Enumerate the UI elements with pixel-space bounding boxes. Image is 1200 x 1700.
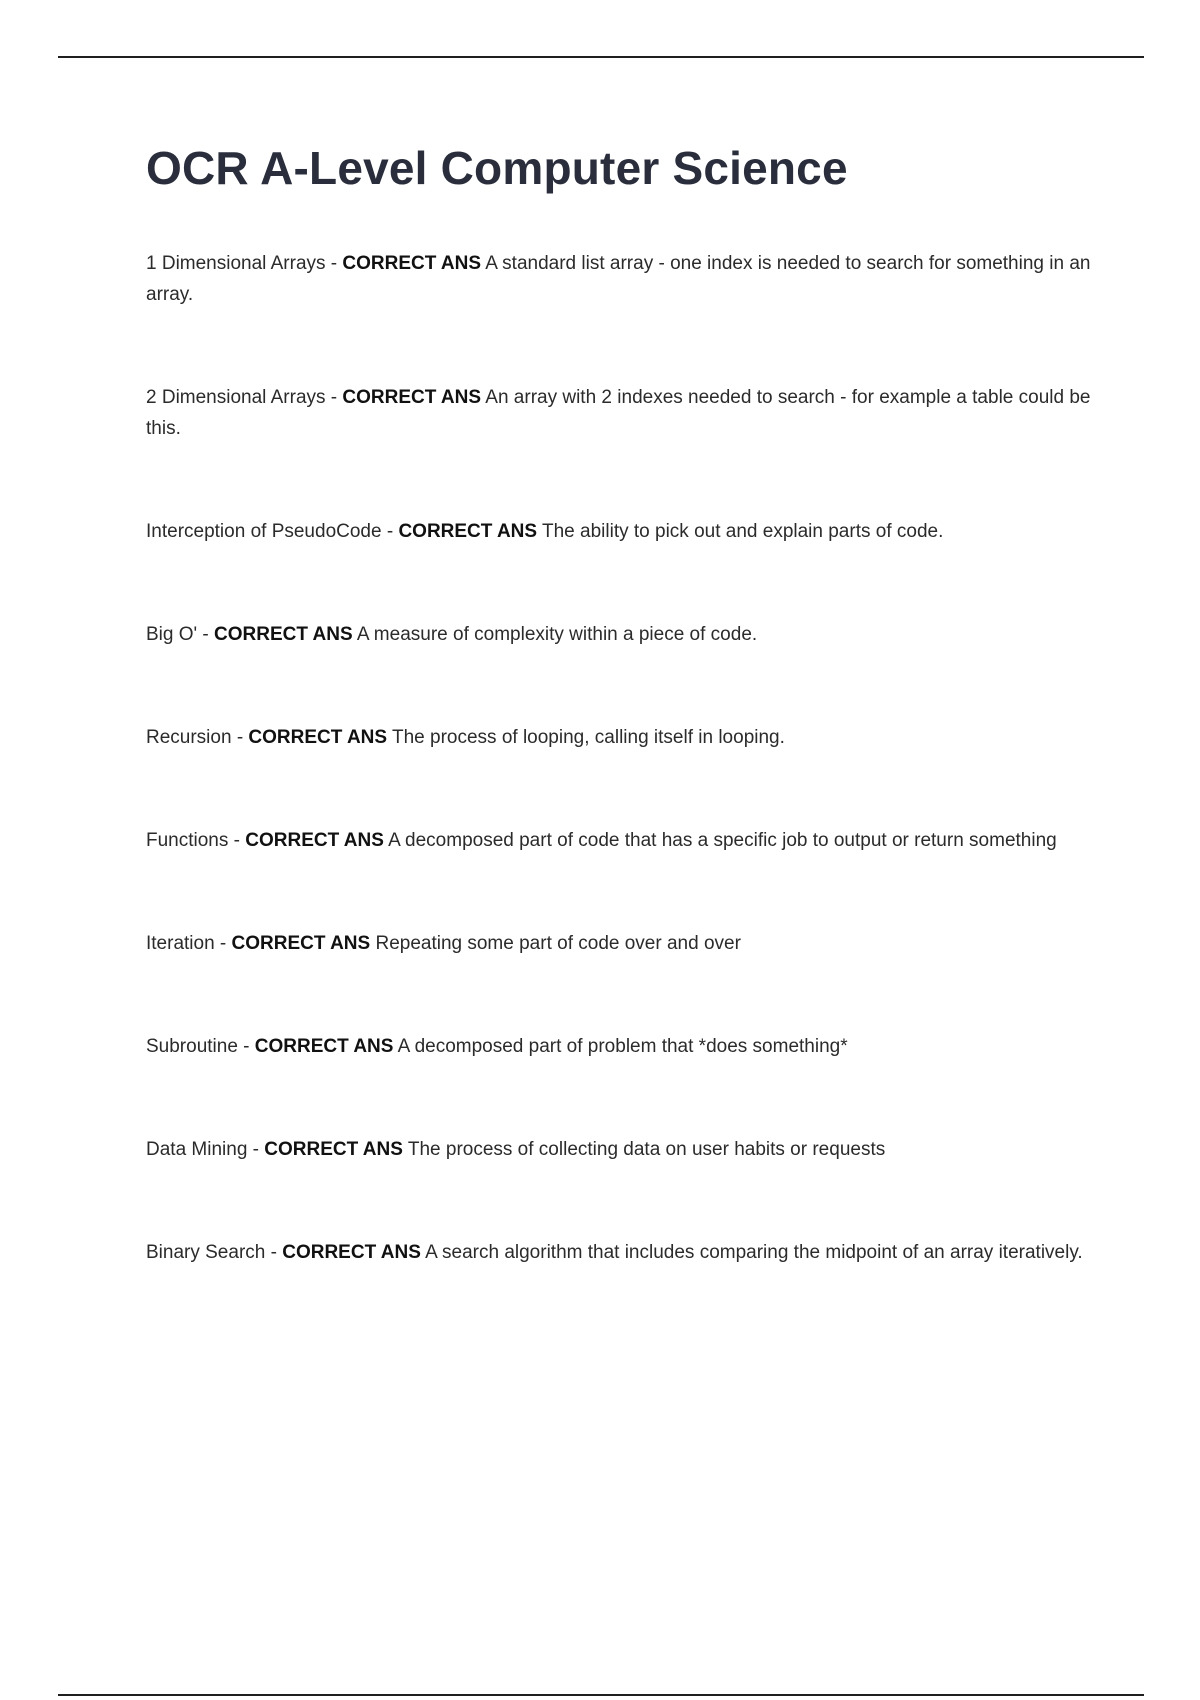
entries-list (146, 248, 1096, 1340)
entry-answer-label: CORRECT ANS (398, 521, 538, 542)
entry-term: Subroutine - (146, 1036, 255, 1057)
entry-definition: The ability to pick out and explain parts of code. (537, 521, 944, 542)
entry-term: Data Mining - (146, 1139, 265, 1160)
entry-term: Binary Search - (146, 1242, 283, 1263)
entry-definition: A standard list array - one index is needed to search for something in an array. (146, 253, 1091, 305)
entry-term: Iteration - (146, 933, 232, 954)
bottom-rule (58, 1694, 1144, 1696)
entry-term: 1 Dimensional Arrays - (146, 253, 343, 274)
entry-definition: Repeating some part of code over and over (370, 933, 741, 954)
document-title: OCR A-Level Computer Science (146, 142, 848, 194)
entry-answer-label: CORRECT ANS (214, 624, 353, 645)
entry-term: Interception of PseudoCode - (146, 521, 399, 542)
entry-pseudocode (146, 516, 1096, 547)
top-rule (58, 56, 1144, 58)
entry-term: 2 Dimensional Arrays - (146, 387, 343, 408)
entry-2d-arrays (146, 382, 1096, 444)
entry-subroutine (146, 1031, 1096, 1062)
entry-definition: A decomposed part of problem that *does something* (393, 1036, 848, 1057)
entry-iteration (146, 928, 1096, 959)
entry-answer-label: CORRECT ANS (231, 933, 371, 954)
entry-definition: A measure of complexity within a piece of code. (352, 624, 758, 645)
entry-big-o (146, 619, 1096, 650)
entry-answer-label: CORRECT ANS (245, 830, 384, 851)
entry-answer-label: CORRECT ANS (254, 1036, 394, 1057)
entry-data-mining (146, 1134, 1096, 1165)
entry-answer-label: CORRECT ANS (264, 1139, 403, 1160)
entry-answer-label: CORRECT ANS (248, 727, 388, 748)
entry-term: Big O' - (146, 624, 215, 645)
entry-binary-search (146, 1237, 1096, 1268)
entry-definition: The process of looping, calling itself in looping. (387, 727, 785, 748)
entry-1d-arrays (146, 248, 1096, 310)
entry-definition: An array with 2 indexes needed to search - for example a table could be this. (146, 387, 1091, 439)
entry-functions (146, 825, 1096, 856)
entry-answer-label: CORRECT ANS (282, 1242, 421, 1263)
entry-definition: A search algorithm that includes comparing the midpoint of an array iteratively. (420, 1242, 1083, 1263)
entry-term: Functions - (146, 830, 246, 851)
entry-definition: The process of collecting data on user habits or requests (402, 1139, 886, 1160)
entry-definition: A decomposed part of code that has a specific job to output or return something (383, 830, 1057, 851)
entry-term: Recursion - (146, 727, 249, 748)
entry-recursion (146, 722, 1096, 753)
entry-answer-label: CORRECT ANS (342, 387, 482, 408)
entry-answer-label: CORRECT ANS (342, 253, 482, 274)
